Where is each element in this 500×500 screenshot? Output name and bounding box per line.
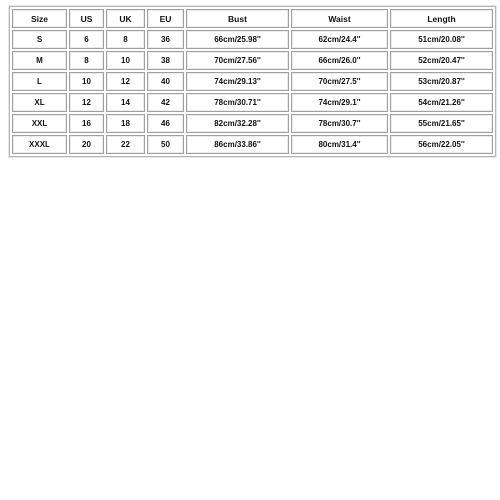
- cell-uk: 10: [106, 51, 145, 70]
- cell-uk: 18: [106, 114, 145, 133]
- cell-uk: 8: [106, 30, 145, 49]
- cell-size: XXXL: [12, 135, 67, 154]
- cell-length: 54cm/21.26'': [390, 93, 493, 112]
- header-size: Size: [12, 9, 67, 28]
- table-row: [12, 93, 493, 112]
- header-uk: UK: [106, 9, 145, 28]
- cell-bust: 78cm/30.71'': [186, 93, 289, 112]
- table-header-row: [12, 9, 493, 28]
- cell-us: 10: [69, 72, 104, 91]
- cell-waist: 74cm/29.1'': [291, 93, 388, 112]
- cell-eu: 50: [147, 135, 184, 154]
- cell-uk: 14: [106, 93, 145, 112]
- cell-size: XL: [12, 93, 67, 112]
- table-row: [12, 30, 493, 49]
- cell-waist: 62cm/24.4'': [291, 30, 388, 49]
- header-us: US: [69, 9, 104, 28]
- cell-length: 56cm/22.05'': [390, 135, 493, 154]
- cell-size: L: [12, 72, 67, 91]
- table-row: [12, 114, 493, 133]
- cell-uk: 12: [106, 72, 145, 91]
- cell-us: 6: [69, 30, 104, 49]
- table-row: [12, 51, 493, 70]
- cell-eu: 38: [147, 51, 184, 70]
- cell-waist: 70cm/27.5'': [291, 72, 388, 91]
- cell-size: XXL: [12, 114, 67, 133]
- cell-length: 53cm/20.87'': [390, 72, 493, 91]
- cell-us: 16: [69, 114, 104, 133]
- header-bust: Bust: [186, 9, 289, 28]
- header-length: Length: [390, 9, 493, 28]
- cell-us: 20: [69, 135, 104, 154]
- header-eu: EU: [147, 9, 184, 28]
- cell-size: S: [12, 30, 67, 49]
- cell-us: 8: [69, 51, 104, 70]
- cell-eu: 46: [147, 114, 184, 133]
- cell-waist: 80cm/31.4'': [291, 135, 388, 154]
- cell-waist: 66cm/26.0'': [291, 51, 388, 70]
- size-chart-table: [9, 6, 496, 157]
- cell-eu: 36: [147, 30, 184, 49]
- cell-us: 12: [69, 93, 104, 112]
- cell-bust: 70cm/27.56'': [186, 51, 289, 70]
- cell-bust: 66cm/25.98'': [186, 30, 289, 49]
- cell-eu: 42: [147, 93, 184, 112]
- header-waist: Waist: [291, 9, 388, 28]
- cell-size: M: [12, 51, 67, 70]
- cell-length: 52cm/20.47'': [390, 51, 493, 70]
- cell-bust: 74cm/29.13'': [186, 72, 289, 91]
- table-row: [12, 135, 493, 154]
- cell-uk: 22: [106, 135, 145, 154]
- cell-length: 55cm/21.65'': [390, 114, 493, 133]
- cell-bust: 86cm/33.86'': [186, 135, 289, 154]
- cell-eu: 40: [147, 72, 184, 91]
- table-row: [12, 72, 493, 91]
- cell-waist: 78cm/30.7'': [291, 114, 388, 133]
- cell-bust: 82cm/32.28'': [186, 114, 289, 133]
- cell-length: 51cm/20.08'': [390, 30, 493, 49]
